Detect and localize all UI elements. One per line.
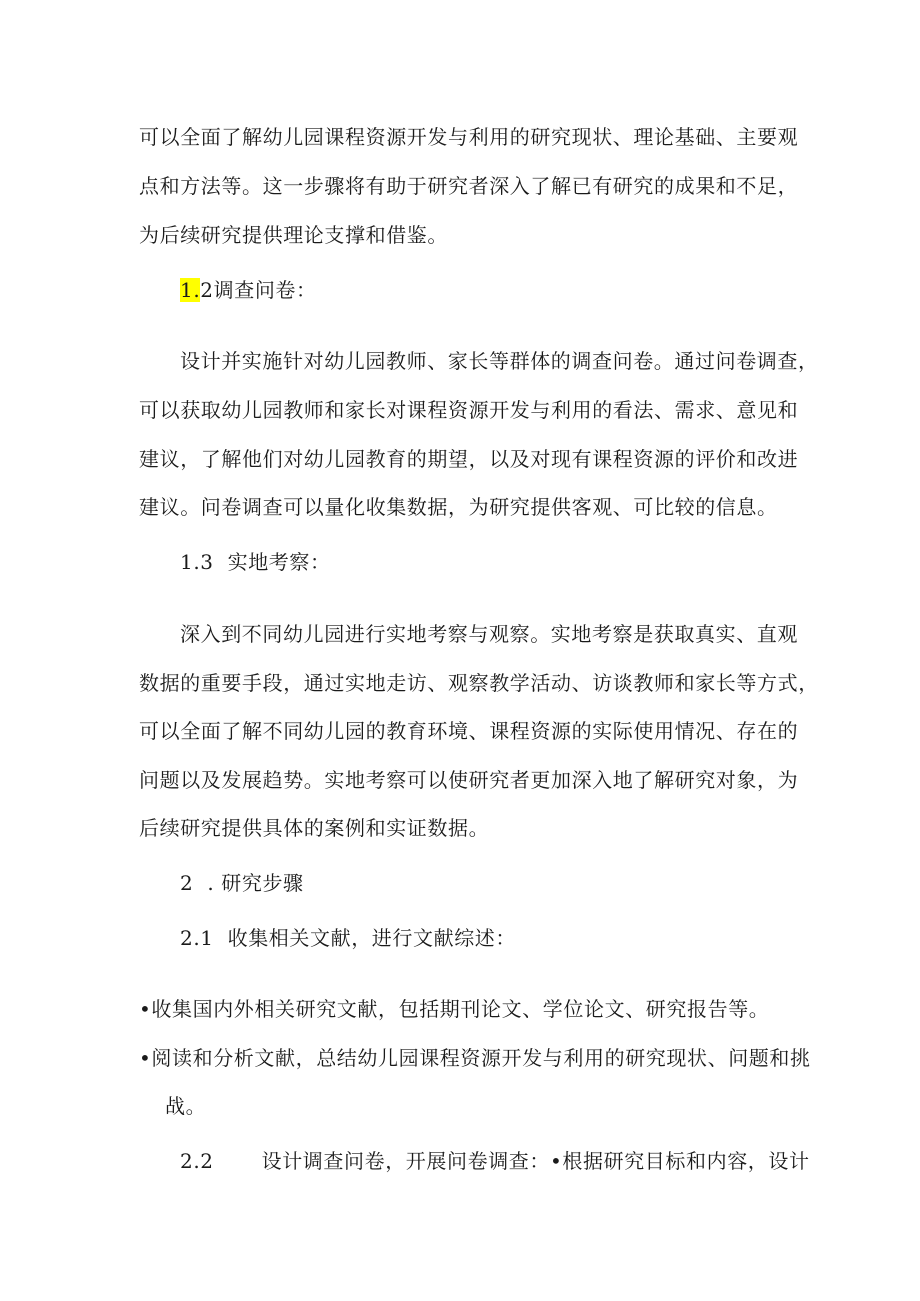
heading-1-3-number: 1.3 — [180, 550, 214, 574]
paragraph-1-line-1: 可以全面了解幼儿园课程资源开发与利用的研究现状、理论基础、主要观 — [139, 125, 799, 149]
paragraph-3-line-1: 深入到不同幼儿园进行实地考察与观察。实地考察是获取真实、直观 — [180, 622, 798, 646]
heading-2-2-number: 2.2 — [180, 1149, 214, 1173]
heading-2-number: 2 — [180, 871, 194, 895]
heading-2-1-title: 收集相关文献，进行文献综述： — [227, 926, 517, 950]
heading-1-2 — [180, 277, 317, 303]
heading-1-2-title: 调查问卷： — [213, 278, 317, 302]
heading-2 — [180, 870, 304, 896]
heading-1-3-title: 实地考察： — [227, 550, 331, 574]
highlighted-number: 1. — [180, 278, 201, 302]
heading-2-2 — [180, 1148, 810, 1174]
bullet-item-2-continuation: 战。 — [165, 1094, 207, 1118]
paragraph-2-line-2: 可以获取幼儿园教师和家长对课程资源开发与利用的看法、需求、意见和 — [139, 398, 799, 422]
paragraph-3-line-2: 数据的重要手段，通过实地走访、观察教学活动、访谈教师和家长等方式， — [139, 671, 819, 695]
paragraph-2-line-1: 设计并实施针对幼儿园教师、家长等群体的调查问卷。通过问卷调查， — [180, 349, 819, 373]
heading-2-1-number: 2.1 — [180, 926, 214, 950]
paragraph-2-line-4: 建议。问卷调查可以量化收集数据，为研究提供客观、可比较的信息。 — [139, 495, 778, 519]
paragraph-2-line-3: 建议，了解他们对幼儿园教育的期望，以及对现有课程资源的评价和改进 — [139, 447, 799, 471]
paragraph-3-line-4: 问题以及发展趋势。实地考察可以使研究者更加深入地了解研究对象，为 — [139, 768, 799, 792]
paragraph-3-line-3: 可以全面了解不同幼儿园的教育环境、课程资源的实际使用情况、存在的 — [139, 719, 799, 743]
bullet-item-1: •收集国内外相关研究文献，包括期刊论文、学位论文、研究报告等。 — [139, 997, 770, 1021]
paragraph-1-line-3: 为后续研究提供理论支撑和借鉴。 — [139, 223, 448, 247]
paragraph-3-line-5: 后续研究提供具体的案例和实证数据。 — [139, 816, 490, 840]
bullet-item-2: •阅读和分析文献，总结幼儿园课程资源开发与利用的研究现状、问题和挑 — [139, 1046, 811, 1070]
paragraph-1-line-2: 点和方法等。这一步骤将有助于研究者深入了解已有研究的成果和不足， — [139, 174, 799, 198]
heading-2-title: . 研究步骤 — [207, 871, 304, 895]
heading-2-2-title: 设计调查问卷，开展问卷调查：•根据研究目标和内容，设计 — [261, 1149, 810, 1173]
heading-1-2-number-rest: 2 — [200, 278, 214, 302]
heading-2-1 — [180, 925, 516, 951]
heading-1-3 — [180, 549, 331, 575]
